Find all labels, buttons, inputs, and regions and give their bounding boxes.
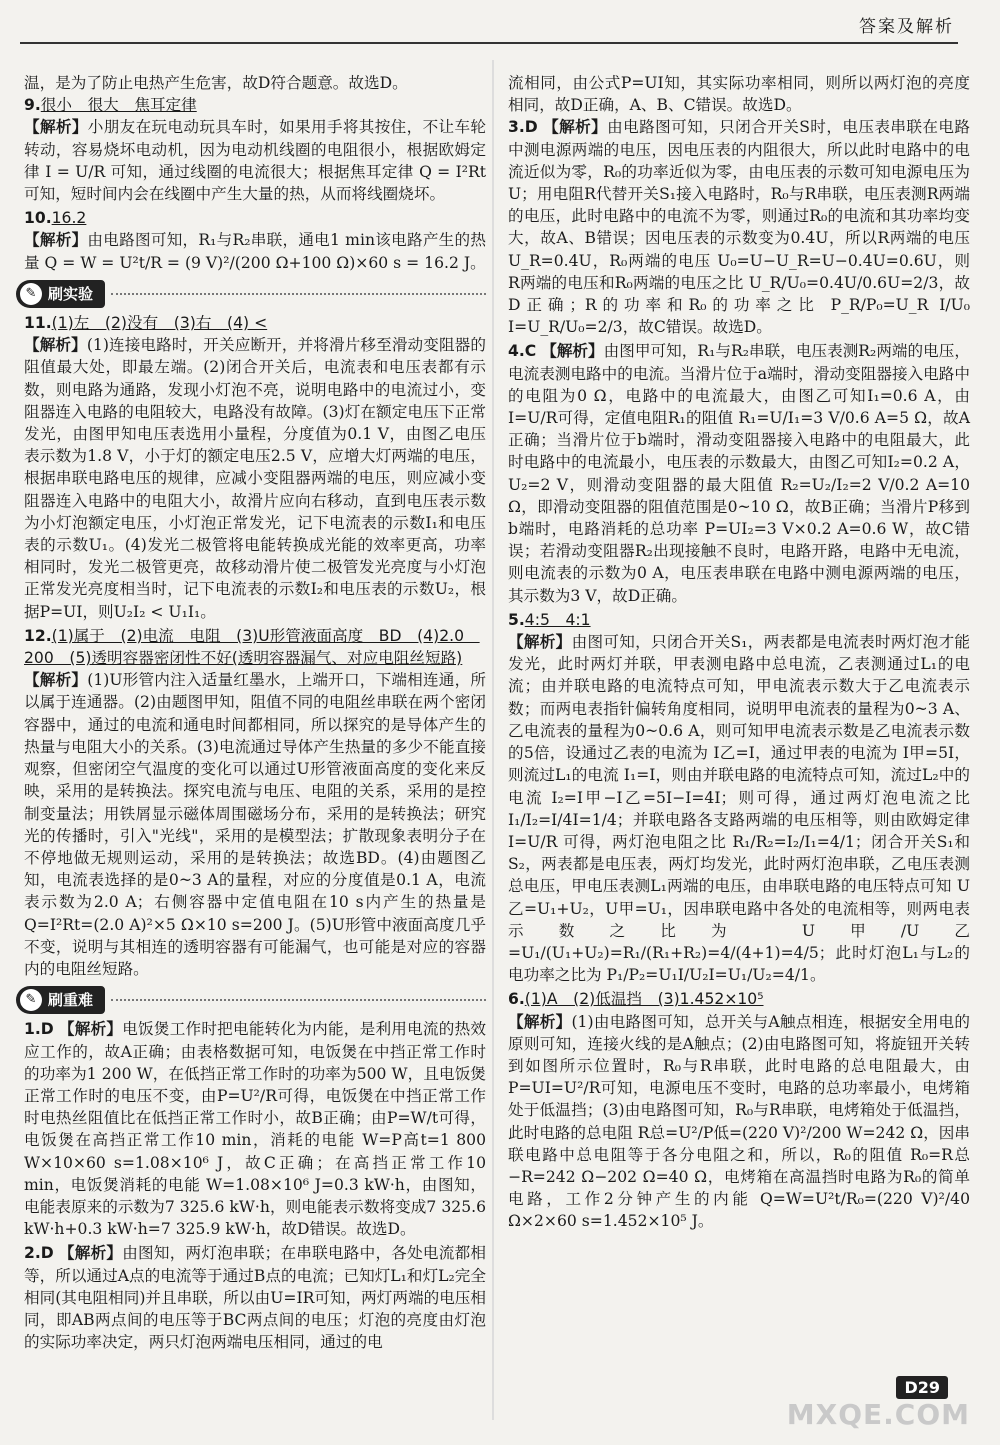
- analysis-tag: 【解析】: [508, 633, 572, 652]
- question-3: [508, 116, 970, 338]
- question-number: 11.: [24, 314, 52, 333]
- analysis-body: 由图可知，只闭合开关S₁，两表都是电流表时两灯泡才能发光，此时两灯并联，甲表测电路中总电流，乙表测通过L₁的电流；由并联电路的电流特点可知，甲电流表示数大于乙电流表示数；而两电表指针偏转角度相同，说明甲电流表的量程为0~3 A、乙电流表的量程为0~0.6 A，则可知甲电流表示数是乙电流表示数的5倍，设通过乙表的电流为 I乙=I，通过甲表的电流为 I甲=5I，则流过L₁的电流 I₁=I，则由并联电路的电流特点可知，流过L₂中的电流 I₂=I甲−I乙=5I−I=4I；则可得，通过两灯泡电流之比 I₁/I₂=I/4I=1/4；并联电路各支路两端的电压相等，则由欧姆定律 I=U/R 可得，两灯泡电阻之比 R₁/R₂=I₂/I₁=4/1；闭合开关S₁和S₂，两表都是电压表，两灯均发光，此时两灯泡串联，乙电压表测总电压，甲电压表测L₁两端的电压，由串联电路的电压特点可知 U乙=U₁+U₂，U甲=U₁，因串联电路中各处的电流相等，则两电表示数之比为 U甲/U乙=U₁/(U₁+U₂)=R₁/(R₁+R₂)=4/(4+1)=4/5；此时灯泡L₁与L₂的电功率之比为 P₁/P₂=U₁I/U₂I=U₁/U₂=4/1。: [508, 633, 970, 985]
- analysis-tag: 【解析】: [543, 118, 608, 137]
- question-12: [24, 625, 486, 980]
- question-number: 1.D: [24, 1020, 54, 1039]
- question-number: 6.: [508, 990, 525, 1009]
- continuation-text: 温，是为了防止电热产生危害，故D符合题意。故选D。: [24, 74, 408, 92]
- analysis-tag: 【解析】: [24, 118, 88, 137]
- question-6: [508, 988, 970, 1232]
- section-header-difficult: [16, 986, 486, 1014]
- section-title: 刷实验: [48, 284, 94, 303]
- analysis-body: 由图知，两灯泡串联；在串联电路中，各处电流都相等，所以通过A点的电流等于通过B点的电流；已知灯L₁和灯L₂完全相同(其电阻相同)并且串联，所以由U=IR可知，两灯两端的电压相同，即AB两点间的电压等于BC两点间的电压；灯泡的亮度由灯泡的实际功率决定，两只灯泡两端电压相同，通过的电: [24, 1244, 486, 1352]
- question-1: [24, 1018, 486, 1240]
- section-rule: [111, 293, 486, 295]
- analysis-tag: 【解析】: [24, 671, 88, 690]
- question-5: [508, 609, 970, 986]
- question-9: [24, 94, 486, 205]
- analysis-body: 电饭煲工作时把电能转化为内能，是利用电流的热效应工作的，故A正确；由表格数据可知，电饭煲在中挡正常工作时的功率为1 200 W，在低挡正常工作时的功率为500 W，且电饭煲正常工作时的电压不变，由P=U²/R可得，电饭煲在中挡正常工作时电热丝阻值比在低挡正常工作时小，故B正确；由P=W/t可得，电饭煲在高挡正常工作10 min，消耗的电能 W=P高t=1 800 W×10×60 s=1.08×10⁶ J，故C正确；在高挡正常工作10 min，电饭煲消耗的电能 W=1.08×10⁶ J=0.3 kW·h，由图知，电能表原来的示数为7 325.6 kW·h，则电能表示数将变成7 325.6 kW·h+0.3 kW·h=7 325.9 kW·h，故D错误。故选D。: [24, 1020, 486, 1239]
- watermark: MXQE.COM: [786, 1398, 970, 1431]
- answer: 4:5 4:1: [524, 610, 591, 629]
- analysis-tag: 【解析】: [541, 342, 604, 361]
- analysis-body: 小朋友在玩电动玩具车时，如果用手将其按住，不让车轮转动，容易烧坏电动机，因为电动机线圈的电阻很小，根据欧姆定律 I = U/R 可知，通过线圈的电流很大；根据焦耳定律 Q = I²Rt 可知，短时间内会在线圈中产生大量的热，从而将线圈烧坏。: [24, 118, 486, 204]
- answer: (1)A (2)低温挡 (3)1.452×10⁵: [524, 990, 764, 1009]
- left-column: [24, 72, 486, 1355]
- answer: (1)左 (2)没有 (3)右 (4) <: [51, 314, 268, 333]
- answer: 16.2: [51, 209, 87, 228]
- page-number: D29: [896, 1376, 948, 1399]
- section-title: 刷重难: [48, 991, 94, 1010]
- analysis-tag: 【解析】: [58, 1244, 123, 1263]
- question-number: 9.: [24, 96, 41, 115]
- question-11: [24, 312, 486, 623]
- analysis-body: (1)连接电路时，开关应断开，并将滑片移至滑动变阻器的阻值最大处，即最左端。(2)闭合开关后，电流表和电压表都有示数，则电路为通路，发现小灯泡不亮，说明电路中的电流过小，变阻器连入电路的电阻较大，电路没有故障。(3)灯在额定电压下正常发光，由图甲知电压表选用小量程，分度值为0.1 V，由图乙电压表示数为1.8 V，小于灯的额定电压2.5 V，应增大灯两端的电压，根据串联电路电压的规律，应减小变阻器两端的电压，则应减小变阻器连入电路中的电阻大小，故滑片应向右移动，直到电压表示数为小灯泡额定电压，小灯泡正常发光，记下电流表的示数I₁和电压表的示数U₁。(4)发光二极管将电能转换成光能的效率更高，功率相同时，发光二极管更亮，故移动滑片使二极管发光亮度与小灯泡正常发光亮度相当时，记下电流表的示数I₂和电压表的示数U₂，根据P=UI，则U₂I₂ < U₁I₁。: [24, 336, 486, 621]
- question-number: 4.C: [508, 342, 537, 361]
- pencil-icon: ✎: [20, 283, 42, 305]
- section-rule: [111, 999, 486, 1001]
- pencil-icon: ✎: [20, 989, 42, 1011]
- header-rule: [20, 42, 958, 44]
- analysis-body: 由电路图可知，只闭合开关S时，电压表串联在电路中测电源两端的电压，因电压表的内阻很大，所以此时电路中的电流近似为零，R₀的功率近似为零，由电压表的示数可知电源电压为U；用电阻R代替开关S₁接入电路时，R₀与R串联，电压表测R两端的电压，此时电路中的电流不为零，则通过R₀的电流和其功率均变大，故A、B错误；因电压表的示数变为0.4U，所以R两端的电压 U_R=0.4U，R₀两端的电压 U₀=U−U_R=U−0.4U=0.6U，则R两端的电压和R₀两端的电压之比 U_R/U₀=0.4U/0.6U=2/3，故D正确；R的功率和R₀的功率之比 P_R/P₀=U_R I/U₀ I=U_R/U₀=2/3，故C错误。故选D。: [508, 118, 970, 337]
- right-column: [508, 72, 970, 1235]
- analysis-body: 由电路图可知，R₁与R₂串联，通电1 min该电路产生的热量 Q = W = U²t/R = (9 V)²/(200 Ω+100 Ω)×60 s = 16.2 J。: [24, 231, 486, 272]
- answer: 很小 很大 焦耳定律: [40, 96, 197, 115]
- page-header-title: 答案及解析: [859, 17, 954, 37]
- question-number: 12.: [24, 626, 52, 645]
- answer: (1)属于 (2)电流 电阻 (3)U形管液面高度 BD (4)2.0 200 (5)透明容器密闭性不好(透明容器漏气、对应电阻丝短路): [24, 626, 480, 668]
- section-header-experiment: [16, 280, 486, 308]
- analysis-tag: 【解析】: [58, 1020, 123, 1039]
- binding-shadow: [492, 60, 494, 1420]
- analysis-body: (1)U形管内注入适量红墨水，上端开口，下端相连通，所以属于连通器。(2)由题图甲知，阻值不同的电阻丝串联在两个密闭容器中，通过的电流和通电时间都相同，所以探究的是导体产生的热量与电阻大小的关系。(3)电流通过导体产生热量的多少不能直接观察，但密闭空气温度的变化可以通过U形管液面高度的变化来反映，采用的是转换法。探究电流与电压、电阻的关系，采用的是控制变量法；用铁屑显示磁体周围磁场分布，采用的是转换法；研究光的传播时，引入"光线"，采用的是模型法；扩散现象表明分子在不停地做无规则运动，采用的是转换法；故选BD。(4)由题图乙知，电流表选择的是0~3 A的量程，对应的分度值是0.1 A，电流表示数为2.0 A；右侧容器中定值电阻在10 s内产生的热量是 Q=I²Rt=(2.0 A)²×5 Ω×10 s=200 J。(5)U形管中液面高度几乎不变，说明与其相连的透明容器有可能漏气，也可能是对应的容器内的电阻丝短路。: [24, 671, 486, 978]
- question-4: [508, 340, 970, 606]
- question-number: 3.D: [508, 118, 538, 137]
- analysis-tag: 【解析】: [508, 1012, 572, 1031]
- question-10: [24, 207, 486, 274]
- analysis-body: 由图甲可知，R₁与R₂串联，电压表测R₂两端的电压，电流表测电路中的电流。当滑片位于a端时，滑动变阻器接入电路中的电阻为0 Ω，电路中的电流最大，由图乙可知I₁=0.6 A，由I=U/R可得，定值电阻R₁的阻值 R₁=U/I₁=3 V/0.6 A=5 Ω，故A正确；当滑片位于b端时，滑动变阻器接入电路中的电阻最大，此时电路中的电流最小，电压表的示数最大，由图乙可知I₂=0.2 A，U₂=2 V，则滑动变阻器的最大阻值 R₂=U₂/I₂=2 V/0.2 A=10 Ω，即滑动变阻器的阻值范围是0~10 Ω，故B正确；当滑片P移到b端时，电路消耗的总功率 P=UI₂=3 V×0.2 A=0.6 W，故C错误；若滑动变阻器R₂出现接触不良时，电路开路，电路中无电流，则电流表的示数为0 A，电压表串联在电路中测电源两端的电压，其示数为3 V，故D正确。: [508, 342, 970, 605]
- question-number: 2.D: [24, 1244, 54, 1263]
- analysis-tag: 【解析】: [24, 336, 87, 355]
- continuation-text: 流相同，由公式P=UI知，其实际功率相同，则所以两灯泡的亮度相同，故D正确，A、B、C错误。故选D。: [508, 74, 970, 115]
- question-number: 10.: [24, 209, 52, 228]
- analysis-tag: 【解析】: [24, 231, 88, 250]
- analysis-body: (1)由电路图可知，总开关与A触点相连，根据安全用电的原则可知，连接火线的是A触点；(2)由电路图可知，将旋钮开关转到如图所示位置时，R₀与R串联，此时电路的总电阻最大，由P=UI=U²/R可知，电源电压不变时，电路的总功率最小，电烤箱处于低温挡；(3)由电路图可知，R₀与R串联，电烤箱处于低温挡，此时电路的总电阻 R总=U²/P低=(220 V)²/200 W=242 Ω，因串联电路中总电阻等于各分电阻之和，所以，R₀的阻值 R₀=R总−R=242 Ω−202 Ω=40 Ω，电烤箱在高温挡时电路为R₀的简单电路，工作2分钟产生的内能 Q=W=U²t/R₀=(220 V)²/40 Ω×2×60 s=1.452×10⁵ J。: [508, 1012, 970, 1231]
- question-number: 5.: [508, 610, 525, 629]
- question-2: [24, 1242, 486, 1353]
